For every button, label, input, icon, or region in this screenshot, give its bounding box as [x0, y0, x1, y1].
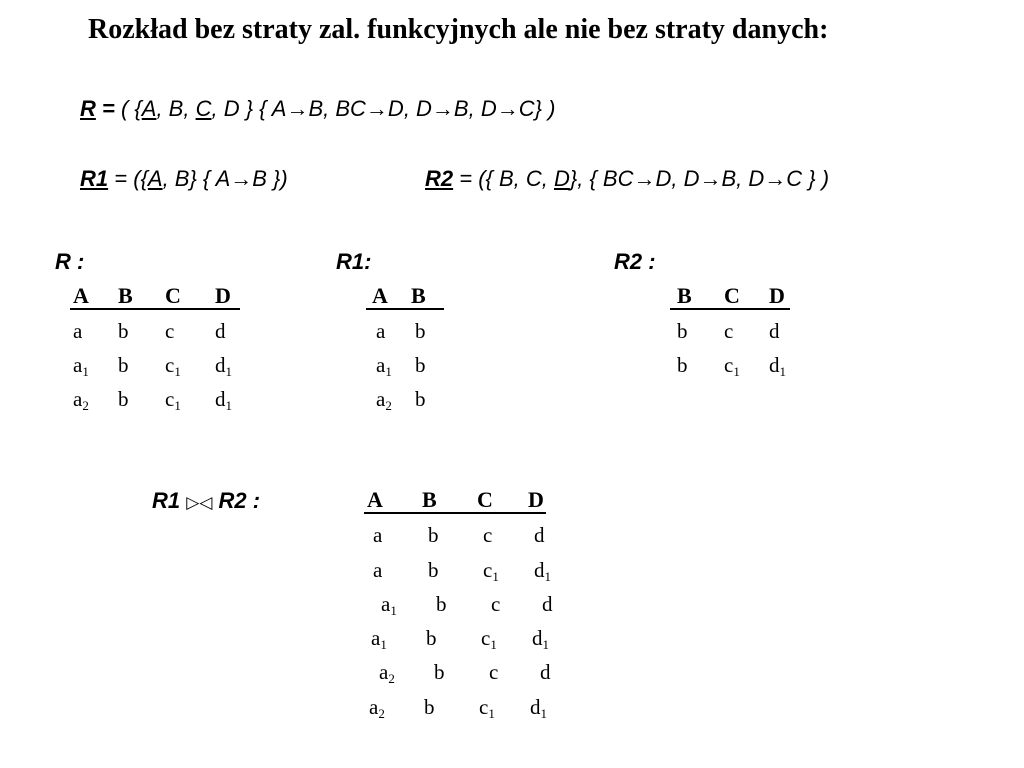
r2-column-header: B — [677, 283, 692, 308]
r1-table-cell: $a_2$ — [376, 387, 392, 413]
join-table-cell: a — [373, 558, 383, 582]
join-table-cell: $d_1$ — [530, 695, 547, 721]
join-table-cell: $c_1$ — [479, 695, 495, 721]
equation-r-name: R — [80, 96, 96, 121]
natural-join-symbol: ▷◁ — [186, 493, 213, 513]
r-table-cell: a — [73, 319, 83, 343]
r-column-header: C — [165, 283, 181, 308]
r2-table-cell: c — [724, 319, 734, 343]
join-table-cell: $d_1$ — [534, 558, 551, 584]
join-column-header: A — [367, 487, 383, 512]
equation-r-part: ( { — [120, 96, 142, 121]
r1-header-row — [366, 284, 444, 310]
join-table-cell: d — [540, 660, 551, 684]
equation-r1-part: = ({ — [108, 166, 148, 191]
join-column-header: D — [528, 487, 544, 512]
r-table-cell: $d_1$ — [215, 387, 232, 413]
equation-r2-key-d: D — [554, 166, 570, 191]
join-table-cell: $a_2$ — [379, 660, 395, 686]
r2-table-cell: $c_1$ — [724, 353, 740, 379]
join-header-row — [364, 488, 546, 514]
equation-r1-key-a: A — [147, 166, 163, 191]
equation-r2-name: R2 — [425, 166, 454, 191]
join-table-cell: d — [542, 592, 553, 616]
join-table-cell: b — [426, 626, 437, 650]
equation-r2 — [425, 166, 829, 192]
r-table-cell: b — [118, 353, 129, 377]
r-table-cell: $a_1$ — [73, 353, 89, 379]
r1-table-cell: b — [415, 387, 426, 411]
r-table-cell: $c_1$ — [165, 387, 181, 413]
join-column-header: C — [477, 487, 493, 512]
slide-title: Rozkład bez straty zal. funkcyjnych ale nie bez straty danych: — [88, 14, 829, 45]
equation-r — [80, 96, 555, 122]
relation-r1-label: R1: — [336, 249, 372, 274]
r-column-header: D — [215, 283, 231, 308]
join-table-cell: b — [424, 695, 435, 719]
r2-column-header: C — [724, 283, 740, 308]
r-header-row — [70, 284, 240, 310]
r-table-cell: $c_1$ — [165, 353, 181, 379]
r1-column-header: A — [372, 283, 388, 308]
join-table-cell: $a_1$ — [371, 626, 387, 652]
join-table-cell: $c_1$ — [483, 558, 499, 584]
r-table-cell: b — [118, 319, 129, 343]
join-table-cell: $a_2$ — [369, 695, 385, 721]
r2-header-row — [670, 284, 790, 310]
join-table-cell: $a_1$ — [381, 592, 397, 618]
equation-r2-part: }, { BC→D, D→B, D→C } ) — [569, 166, 830, 191]
equation-r-part: , D } { A→B, BC→D, D→B, D→C} ) — [211, 96, 556, 121]
equation-r-eq: = — [95, 96, 121, 121]
r1-table-cell: b — [415, 319, 426, 343]
r1-table-cell: b — [415, 353, 426, 377]
r2-table-cell: b — [677, 319, 688, 343]
join-left-operand: R1 — [152, 488, 181, 513]
r1-column-header: B — [411, 283, 426, 308]
r-table-cell: d — [215, 319, 226, 343]
r-table-cell: c — [165, 319, 175, 343]
join-table-cell: b — [428, 523, 439, 547]
equation-r1 — [80, 166, 288, 192]
join-column-header: B — [422, 487, 437, 512]
join-right-operand: R2 — [218, 488, 247, 513]
r-table-cell: $a_2$ — [73, 387, 89, 413]
join-table-cell: a — [373, 523, 383, 547]
equation-r1-part: , B} { A→B }) — [162, 166, 288, 191]
join-table-cell: b — [436, 592, 447, 616]
join-colon: : — [246, 488, 261, 513]
join-label — [152, 488, 260, 514]
equation-r-key-a: A — [141, 96, 157, 121]
r2-table-cell: d — [769, 319, 780, 343]
r-table-cell: b — [118, 387, 129, 411]
r2-table-cell: b — [677, 353, 688, 377]
relation-r-label: R : — [55, 249, 85, 274]
r2-column-header: D — [769, 283, 785, 308]
join-table-cell: $c_1$ — [481, 626, 497, 652]
join-table-cell: d — [534, 523, 545, 547]
equation-r-key-c: C — [195, 96, 212, 121]
r1-table-cell: a — [376, 319, 386, 343]
equation-r-part: , B, — [156, 96, 196, 121]
join-table-cell: $d_1$ — [532, 626, 549, 652]
equation-r2-part: = ({ B, C, — [453, 166, 554, 191]
join-table-cell: c — [483, 523, 493, 547]
join-table-cell: c — [491, 592, 501, 616]
equation-r1-name: R1 — [80, 166, 109, 191]
join-table-cell: b — [428, 558, 439, 582]
r-table-cell: $d_1$ — [215, 353, 232, 379]
r2-table-cell: $d_1$ — [769, 353, 786, 379]
join-table-cell: c — [489, 660, 499, 684]
r-column-header: A — [73, 283, 89, 308]
relation-r2-label: R2 : — [614, 249, 656, 274]
r1-table-cell: $a_1$ — [376, 353, 392, 379]
join-table-cell: b — [434, 660, 445, 684]
r-column-header: B — [118, 283, 133, 308]
